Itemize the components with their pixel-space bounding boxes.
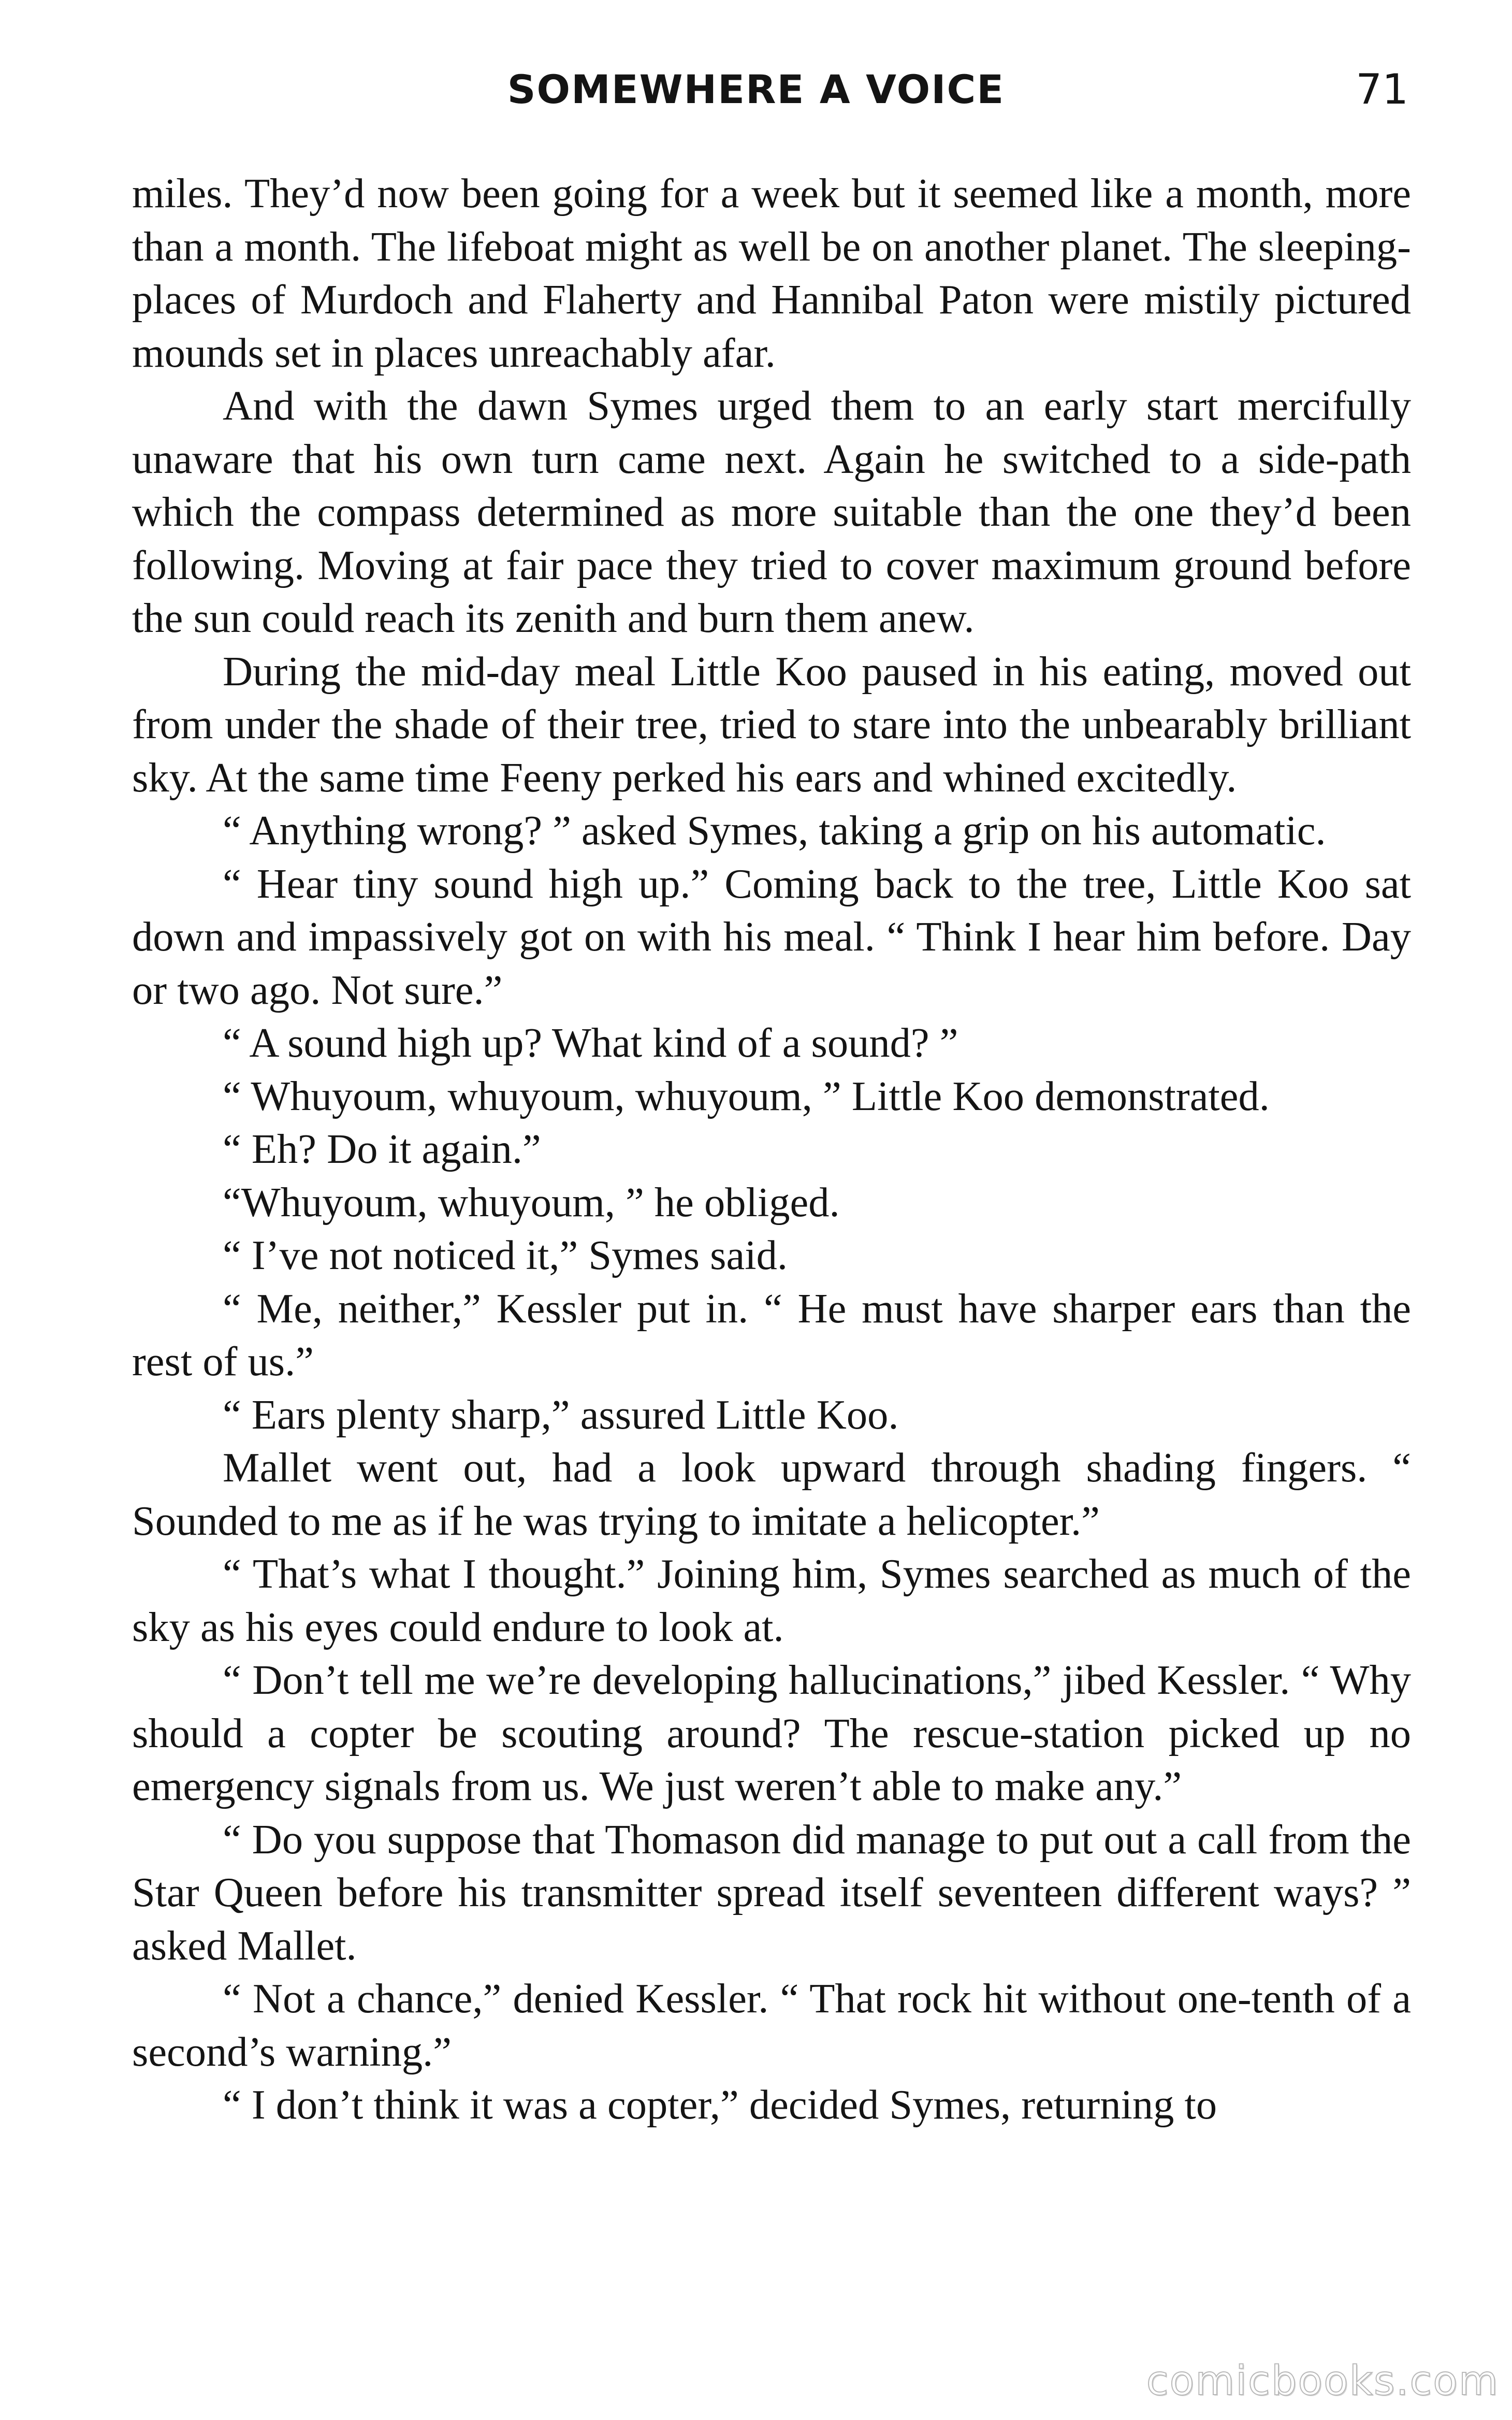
- paragraph: “ That’s what I thought.” Joining him, Symes searched as much of the sky as his eyes could endure to look at.: [132, 1551, 1411, 1650]
- body-text: [132, 167, 1411, 2132]
- page-number: 71: [1356, 65, 1408, 113]
- paragraph: “ I don’t think it was a copter,” decided Symes, returning to: [223, 2082, 1217, 2128]
- paragraph: “ Do you suppose that Thomason did manage to put out a call from the Star Queen before his transmitter spread itself seventeen different ways? ” asked Mallet.: [132, 1816, 1411, 1969]
- page-header: [0, 61, 1512, 118]
- paragraph: “ Hear tiny sound high up.” Coming back to the tree, Little Koo sat down and impassively got on with his meal. “ Think I hear him before. Day or two ago. Not sure.”: [132, 860, 1411, 1013]
- running-head: SOMEWHERE A VOICE: [507, 66, 1005, 112]
- paragraph: “ Eh? Do it again.”: [223, 1126, 541, 1172]
- paragraph: “ Not a chance,” denied Kessler. “ That rock hit without one-tenth of a second’s warning.”: [132, 1976, 1411, 2075]
- paragraph: “ A sound high up? What kind of a sound? ”: [223, 1020, 958, 1066]
- watermark: comicbooks.com: [1146, 2358, 1499, 2404]
- paragraph: “Whuyoum, whuyoum, ” he obliged.: [223, 1179, 840, 1226]
- paragraph: Mallet went out, had a look upward through shading fingers. “ Sounded to me as if he was trying to imitate a helicopter.”: [132, 1445, 1411, 1544]
- paragraph: During the mid-day meal Little Koo paused in his eating, moved out from under the shade of their tree, tried to stare into the unbearably brilliant sky. At the same time Feeny perked his ears and whined excitedly.: [132, 648, 1411, 801]
- paragraph: “ Don’t tell me we’re developing hallucinations,” jibed Kessler. “ Why should a copter be scouting around? The rescue-station picked up no emergency signals from us. We just weren’t able to make any.”: [132, 1657, 1411, 1809]
- paragraph: “ Whuyoum, whuyoum, whuyoum, ” Little Koo demonstrated.: [223, 1073, 1270, 1119]
- paragraph: “ Me, neither,” Kessler put in. “ He must have sharper ears than the rest of us.”: [132, 1285, 1411, 1385]
- paragraph: “ Ears plenty sharp,” assured Little Koo.: [223, 1391, 899, 1438]
- paragraph: And with the dawn Symes urged them to an early start mercifully unaware that his own turn came next. Again he switched to a side-path which the compass determined as more suitable than the one they’d been following. Moving at fair pace they tried to cover maximum ground before the sun could reach its zenith and burn them anew.: [132, 383, 1411, 641]
- paragraph: “ I’ve not noticed it,” Symes said.: [223, 1232, 788, 1278]
- paragraph: “ Anything wrong? ” asked Symes, taking a grip on his automatic.: [223, 808, 1326, 854]
- paragraph: miles. They’d now been going for a week but it seemed like a month, more than a month. The lifeboat might as well be on another planet. The sleeping-places of Murdoch and Flaherty and Hannibal Paton were mistily pictured mounds set in places unreachably afar.: [132, 170, 1411, 376]
